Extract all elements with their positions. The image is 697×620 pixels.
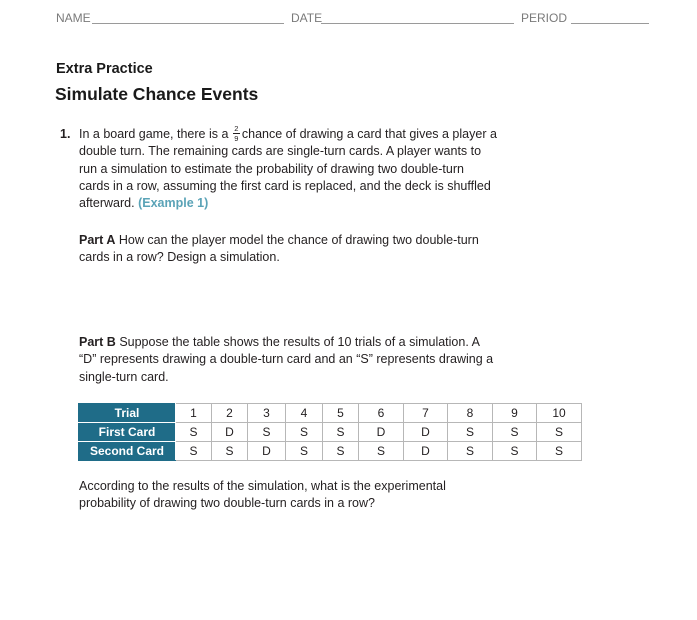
- table-cell: D: [404, 442, 448, 461]
- table-cell: S: [323, 442, 359, 461]
- table-cell: 9: [493, 404, 537, 423]
- part-b-line-3: single-turn card.: [79, 369, 169, 384]
- table-cell: S: [323, 423, 359, 442]
- part-b-line-1: Suppose the table shows the results of 10 trials of a simulation. A: [119, 335, 480, 349]
- table-cell: 3: [248, 404, 286, 423]
- period-label: PERIOD: [521, 11, 568, 25]
- part-a: [79, 232, 479, 267]
- part-a-line-2: cards in a row? Design a simulation.: [79, 250, 280, 265]
- table-cell: S: [493, 423, 537, 442]
- table-cell: S: [212, 442, 248, 461]
- table-cell: S: [248, 423, 286, 442]
- followup-line-1: According to the results of the simulation, what is the experimental: [79, 479, 446, 493]
- question-number: 1.: [60, 127, 71, 141]
- row-header-second-card: Second Card: [79, 442, 176, 461]
- name-label: NAME: [56, 11, 91, 25]
- table-cell: 7: [404, 404, 448, 423]
- row-header-trial: Trial: [79, 404, 176, 423]
- part-b-line-2: “D” represents drawing a double-turn card and an “S” represents drawing a: [79, 352, 494, 367]
- stem-line-1-end: chance of drawing a card that gives a player a: [241, 127, 497, 141]
- table-cell: S: [359, 442, 404, 461]
- table-cell: D: [248, 442, 286, 461]
- table-cell: 1: [176, 404, 212, 423]
- question-stem: [79, 126, 497, 212]
- page-title: Simulate Chance Events: [55, 84, 259, 104]
- period-field-line[interactable]: [571, 23, 649, 24]
- example-link[interactable]: (Example 1): [138, 196, 209, 211]
- stem-line-5: afterward.: [79, 196, 135, 211]
- table-cell: D: [212, 423, 248, 442]
- table-cell: S: [493, 442, 537, 461]
- table-cell: D: [404, 423, 448, 442]
- stem-line-3: run a simulation to estimate the probability of drawing two double-turn: [79, 161, 464, 176]
- part-a-line-1: How can the player model the chance of drawing two double-turn: [118, 233, 479, 247]
- part-a-label: Part A: [79, 233, 116, 247]
- table-cell: 6: [359, 404, 404, 423]
- fraction-denominator: 9: [234, 134, 239, 144]
- table-row-first-card: [79, 423, 582, 442]
- table-cell: S: [286, 423, 323, 442]
- date-field-line[interactable]: [321, 23, 514, 24]
- followup-line-2: probability of drawing two double-turn cards in a row?: [79, 496, 375, 511]
- table-cell: 4: [286, 404, 323, 423]
- part-b-label: Part B: [79, 335, 116, 349]
- fraction-numerator: 2: [234, 124, 239, 134]
- table-cell: S: [537, 442, 582, 461]
- stem-line-2: double turn. The remaining cards are single-turn cards. A player wants to: [79, 144, 482, 159]
- student-info-header: [0, 11, 697, 27]
- name-field-line[interactable]: [92, 23, 284, 24]
- table-row-trial: [79, 404, 582, 423]
- fraction-two-ninths: [233, 125, 240, 142]
- table-cell: S: [286, 442, 323, 461]
- date-label: DATE: [291, 11, 323, 25]
- simulation-results-table: [78, 403, 582, 461]
- stem-line-4: cards in a row, assuming the first card is replaced, and the deck is shuffled: [79, 178, 491, 193]
- table-cell: D: [359, 423, 404, 442]
- stem-line-1-start: In a board game, there is a: [79, 127, 229, 141]
- table-cell: 5: [323, 404, 359, 423]
- part-b: [79, 334, 493, 386]
- table-cell: 2: [212, 404, 248, 423]
- table-cell: S: [448, 442, 493, 461]
- table-cell: S: [448, 423, 493, 442]
- table-cell: S: [176, 442, 212, 461]
- section-label: Extra Practice: [56, 61, 153, 77]
- followup-question: [79, 478, 446, 513]
- table-cell: 10: [537, 404, 582, 423]
- row-header-first-card: First Card: [79, 423, 176, 442]
- table-row-second-card: [79, 442, 582, 461]
- table-cell: 8: [448, 404, 493, 423]
- table-cell: S: [176, 423, 212, 442]
- table-cell: S: [537, 423, 582, 442]
